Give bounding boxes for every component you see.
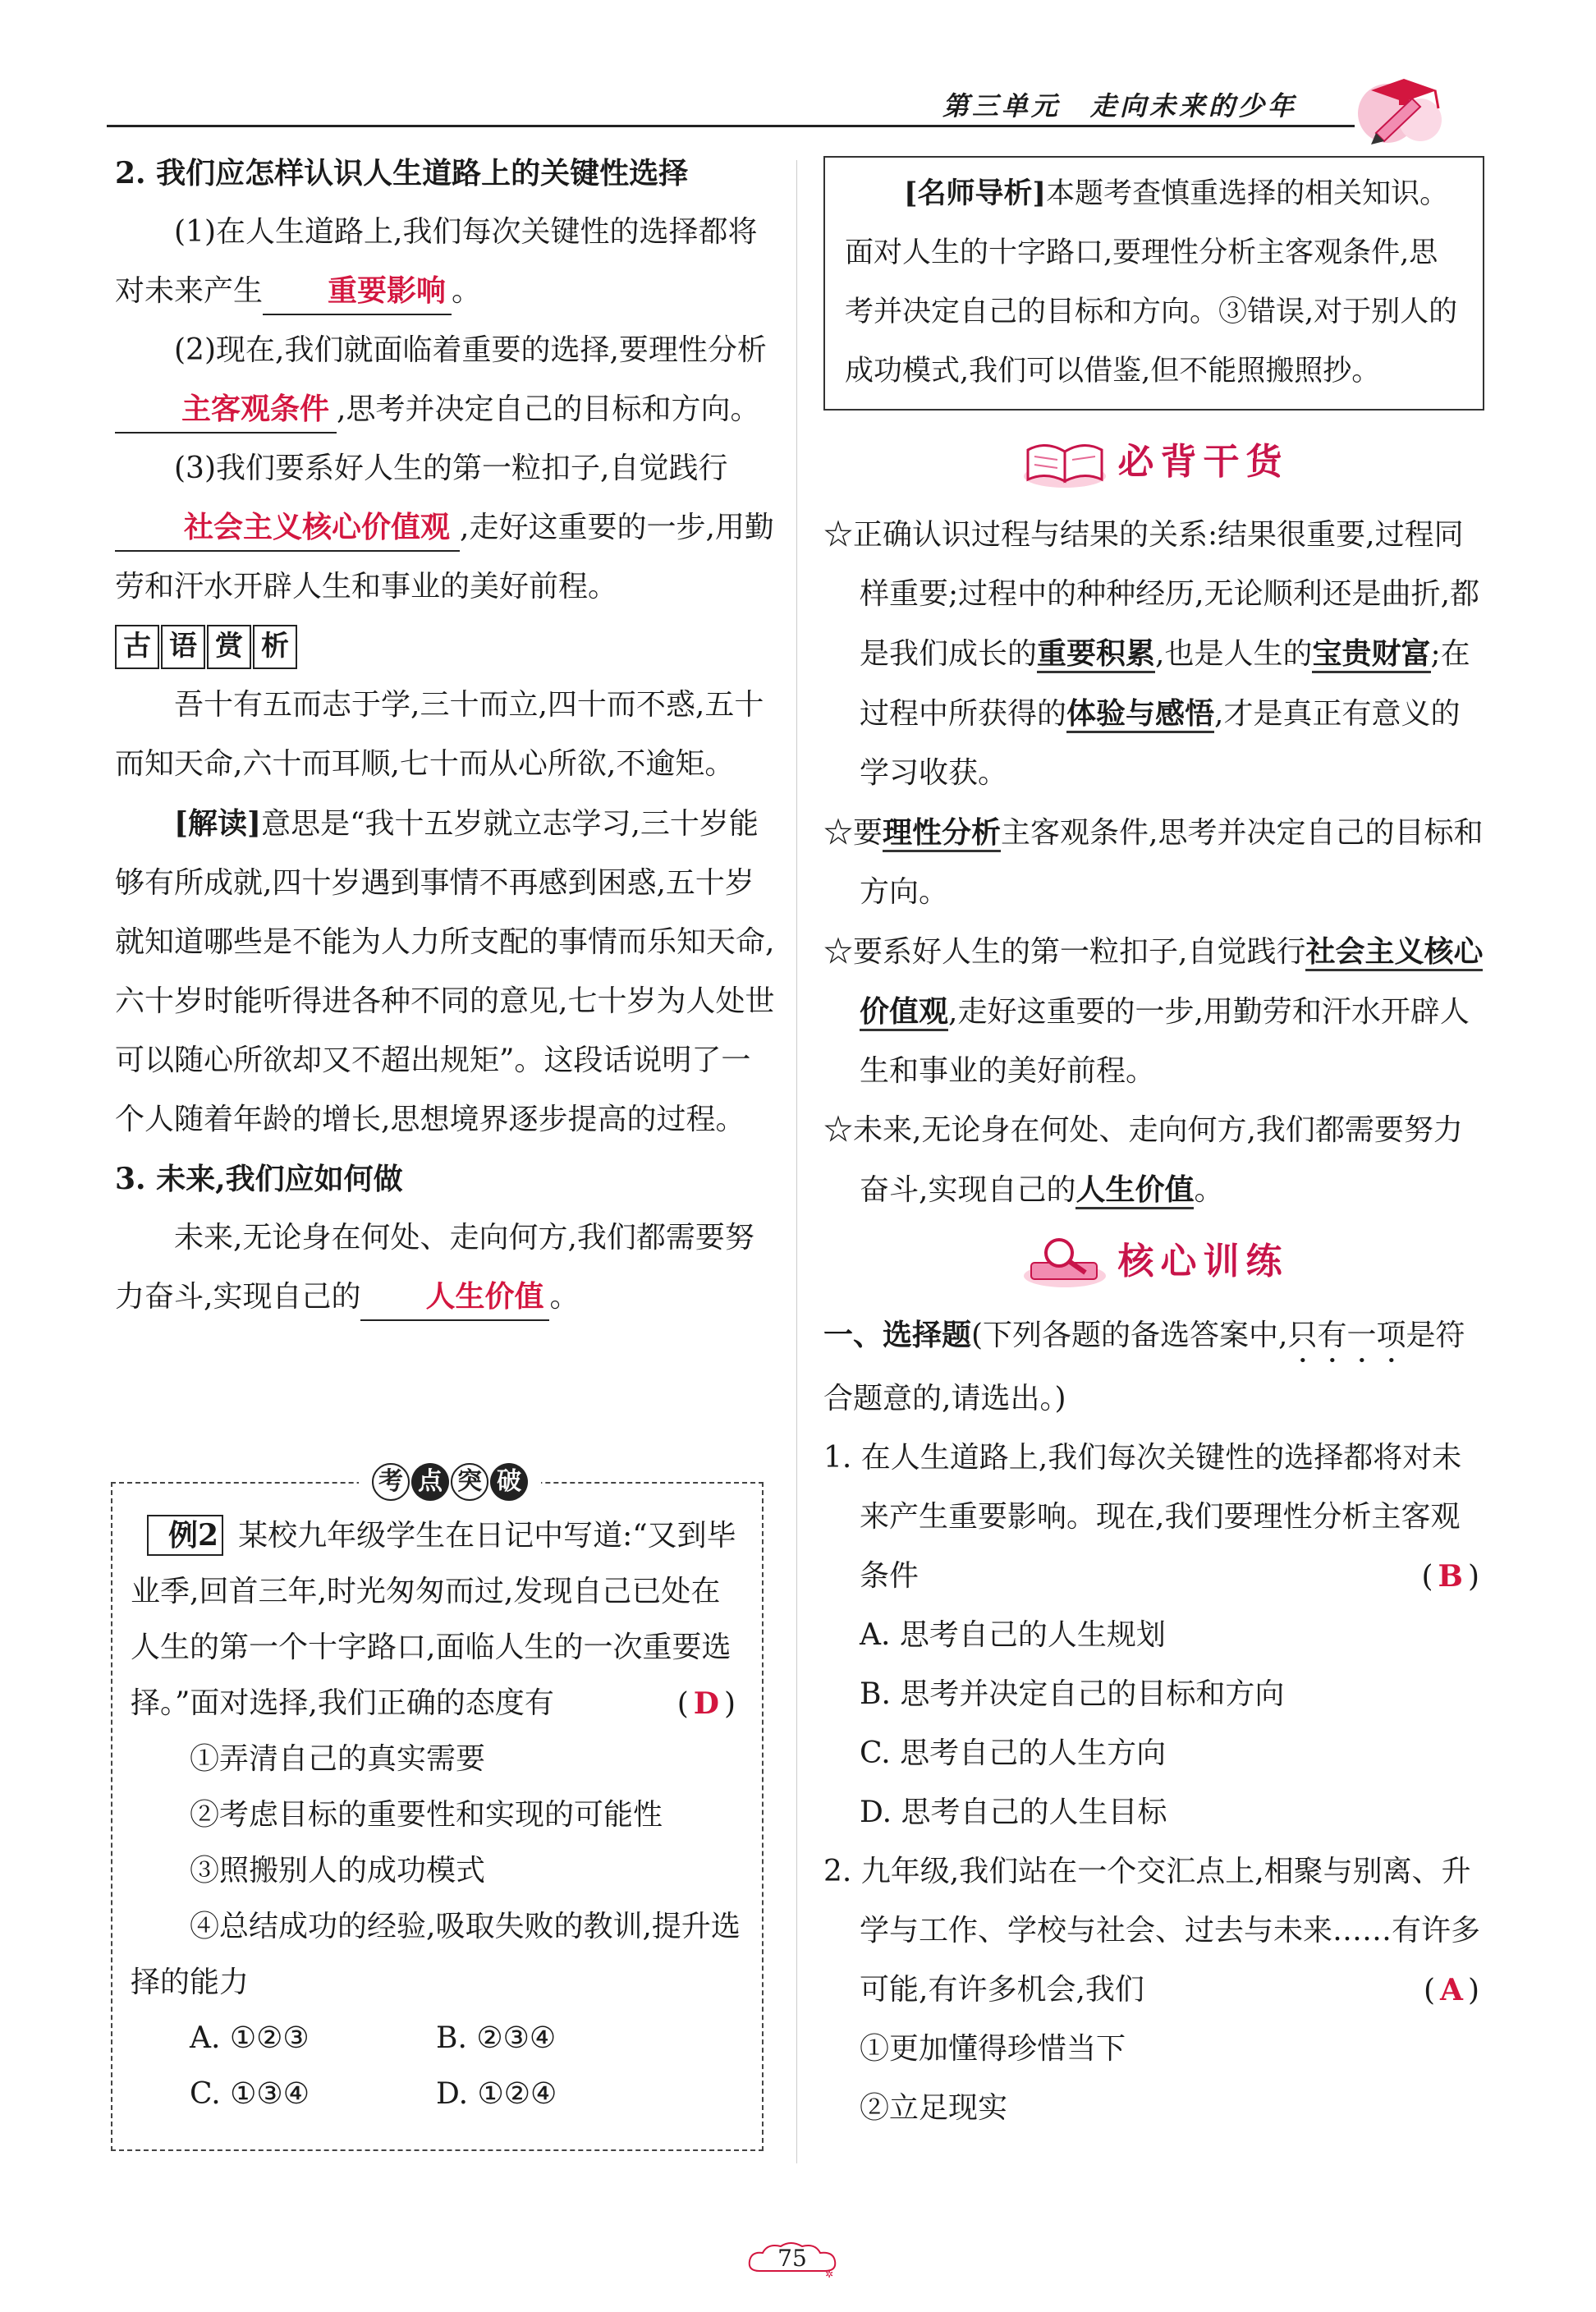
q1-answer-paren: (B) <box>1421 1559 1484 1594</box>
keyword-rational-analysis: 理性分析 <box>883 815 1001 852</box>
page-number: 75 <box>777 2245 807 2272</box>
q2-statement-2: ②立足现实 <box>860 2091 1008 2125</box>
classical-quote-label <box>115 625 297 669</box>
guyu-char-4: 析 <box>253 625 297 669</box>
q1-option-d: D. 思考自己的人生目标 <box>860 1796 1167 1829</box>
q2-part1-text: (1)在人生道路上,我们每次关键性的选择都将对未来产生 <box>115 215 758 308</box>
example-question <box>131 1508 741 1732</box>
must-memorize-title: 必背干货 <box>1117 441 1289 483</box>
answer-blank-2: 主客观条件 <box>115 386 337 434</box>
q2-part3-text: (3)我们要系好人生的第一粒扣子,自觉践行 <box>174 452 728 485</box>
q2-part3-end: ,走好这重要的一步,用勤劳和汗水开辟人生和事业的美好前程。 <box>115 511 774 603</box>
p2-text-b: 主客观条件,思考并决定自己的目标和方向。 <box>860 816 1484 909</box>
q3-end: 。 <box>549 1280 580 1314</box>
q2-part3 <box>115 439 776 617</box>
option-b: B. ②③④ <box>436 2021 557 2055</box>
statement-3: ③照搬别人的成功模式 <box>190 1854 486 1888</box>
options-row-2 <box>131 2067 741 2122</box>
q3-text: 未来,无论身在何处、走向何方,我们都需要努力奋斗,实现自己的 <box>115 1221 754 1314</box>
section-label: 一、选择题 <box>823 1318 972 1352</box>
q2-part2-end: ,思考并决定自己的目标和方向。 <box>337 392 760 426</box>
must-memorize-banner <box>823 425 1484 499</box>
q1-text: 1. 在人生道路上,我们每次关键性的选择都将对未来产生重要影响。现在,我们要理性分析主客观条件 <box>823 1441 1462 1593</box>
section-text-a: (下列各题的备选答案中, <box>971 1319 1288 1352</box>
keyword-valuable-wealth: 宝贵财富 <box>1312 636 1430 673</box>
choice-question-2 <box>823 1842 1484 2020</box>
example-answer: D <box>693 1686 724 1721</box>
p2-text-a: ☆要 <box>823 816 883 850</box>
teacher-guide <box>845 164 1466 401</box>
explain-text: 意思是“我十五岁就立志学习,三十岁能够有所成就,四十岁遇到事情不再感到困惑,五十岁就知道哪些是不能为人力所支配的事情而乐知天命,六十岁时能听得进各种不同的意见,七十岁为人处世可以随心所欲却又不超出规矩”。这段话说明了一个人随着年龄的增长,思想境界逐步提高的过程。 <box>115 807 775 1136</box>
q1-option-a: A. 思考自己的人生规划 <box>860 1618 1166 1652</box>
p3-text-b: ,走好这重要的一步,用勤劳和汗水开辟人生和事业的美好前程。 <box>860 995 1470 1088</box>
right-column <box>823 156 1484 2138</box>
key-point-title <box>359 1459 541 1505</box>
memorize-point-4 <box>823 1101 1484 1220</box>
classical-quote: 吾十有五而志于学,三十而立,四十而不惑,五十而知天命,六十而耳顺,七十而从心所欲,不逾矩。 <box>115 688 764 781</box>
kd-char-3: 突 <box>451 1463 488 1501</box>
statement-1: ①弄清自己的真实需要 <box>190 1742 486 1776</box>
key-point-box <box>111 1467 764 2151</box>
memorize-point-1 <box>823 506 1484 803</box>
q2-part1-end: 。 <box>452 274 482 308</box>
q3-body <box>115 1209 776 1327</box>
q1-answer: B <box>1438 1559 1468 1594</box>
svg-text:✲: ✲ <box>825 2268 834 2279</box>
open-book-icon <box>1020 434 1110 491</box>
section-text-b: 是符合题意的,请选出。) <box>823 1319 1465 1415</box>
kd-char-2: 点 <box>411 1463 449 1501</box>
answer-blank-4: 人生价值 <box>360 1273 549 1321</box>
options-row-1 <box>131 2011 741 2067</box>
option-c: C. ①③④ <box>190 2077 310 2111</box>
question-3-title: 3. 未来,我们应如何做 <box>115 1162 403 1196</box>
example-label: 例2 <box>147 1515 223 1556</box>
q1-option-b: B. 思考并决定自己的目标和方向 <box>860 1677 1285 1711</box>
core-training-banner <box>823 1225 1484 1299</box>
page-header <box>107 82 1486 131</box>
pencil-graduation-cap-icon <box>1338 62 1453 144</box>
p1-text-c: ;在过程中所获得的 <box>860 637 1470 731</box>
core-training-title: 核心训练 <box>1117 1241 1289 1282</box>
question-2-title: 2. 我们应怎样认识人生道路上的关键性选择 <box>115 156 689 190</box>
keyword-life-value: 人生价值 <box>1075 1172 1194 1209</box>
keyword-experience: 体验与感悟 <box>1066 696 1214 733</box>
guide-label: [名师导析] <box>904 177 1047 210</box>
q2-text: 2. 九年级,我们站在一个交汇点上,相聚与别离、升学与工作、学校与社会、过去与未来……有许多可能,有许多机会,我们 <box>823 1855 1481 2007</box>
memorize-point-2 <box>823 803 1484 922</box>
answer-blank-1: 重要影响 <box>263 268 452 315</box>
answer-blank-3: 社会主义核心价值观 <box>115 504 460 552</box>
p1-text-a: ☆正确认识过程与结果的关系:结果很重要,过程同样重要;过程中的种种经历,无论顺利还是曲折,都是我们成长的 <box>823 518 1480 671</box>
quote-explanation <box>115 794 776 1149</box>
explain-label: [解读] <box>174 806 262 841</box>
kd-char-1: 考 <box>372 1463 410 1501</box>
section-emphasis: 只有一项 <box>1287 1319 1406 1352</box>
q2-part1 <box>115 203 776 321</box>
p4-text-b: 。 <box>1194 1173 1224 1207</box>
p1-text-b: ,也是人生的 <box>1155 637 1313 671</box>
guyu-char-1: 古 <box>115 625 159 669</box>
option-d: D. ①②④ <box>436 2077 557 2111</box>
magnifier-book-icon <box>1020 1233 1110 1291</box>
teacher-guide-box <box>823 156 1484 411</box>
keyword-core-values: 社会主义核心价值观 <box>860 934 1483 1031</box>
q1-option-c: C. 思考自己的人生方向 <box>860 1736 1167 1770</box>
q2-part2-text: (2)现在,我们就面临着重要的选择,要理性分析 <box>174 333 767 367</box>
q2-statement-1: ①更加懂得珍惜当下 <box>860 2032 1126 2066</box>
left-column <box>115 144 776 1327</box>
guyu-char-3: 赏 <box>207 625 251 669</box>
q2-answer-paren: (A) <box>1423 1973 1484 2007</box>
example-text: 某校九年级学生在日记中写道:“又到毕业季,回首三年,时光匆匆而过,发现自己已处在人生的第一个十字路口,面临人生的一次重要选择。”面对选择,我们正确的态度有 <box>131 1519 736 1720</box>
keyword-important-accumulation: 重要积累 <box>1037 636 1155 673</box>
option-a: A. ①②③ <box>190 2021 310 2055</box>
choice-section-heading <box>823 1305 1484 1429</box>
memorize-point-3 <box>823 922 1484 1101</box>
column-divider <box>796 160 797 2163</box>
statement-2: ②考虑目标的重要性和实现的可能性 <box>190 1798 663 1832</box>
q2-part2 <box>115 321 776 439</box>
choice-question-1 <box>823 1429 1484 1606</box>
kd-char-4: 破 <box>490 1463 528 1501</box>
unit-title: 第三单元 走向未来的少年 <box>942 90 1297 122</box>
page-number-badge <box>743 2238 842 2279</box>
header-rule <box>107 125 1355 127</box>
statement-4: ④总结成功的经验,吸取失败的教训,提升选择的能力 <box>131 1910 741 1999</box>
answer-paren: (D) <box>676 1686 741 1721</box>
p1-text-d: ,才是真正有意义的学习收获。 <box>860 697 1461 790</box>
guide-text: 本题考查慎重选择的相关知识。面对人生的十字路口,要理性分析主客观条件,思考并决定自己的目标和方向。③错误,对于别人的成功模式,我们可以借鉴,但不能照搬照抄。 <box>845 177 1458 388</box>
p3-text-a: ☆要系好人生的第一粒扣子,自觉践行 <box>823 935 1306 969</box>
q2-answer: A <box>1440 1973 1468 2007</box>
p4-text-a: ☆未来,无论身在何处、走向何方,我们都需要努力奋斗,实现自己的 <box>823 1113 1463 1207</box>
guyu-char-2: 语 <box>161 625 205 669</box>
